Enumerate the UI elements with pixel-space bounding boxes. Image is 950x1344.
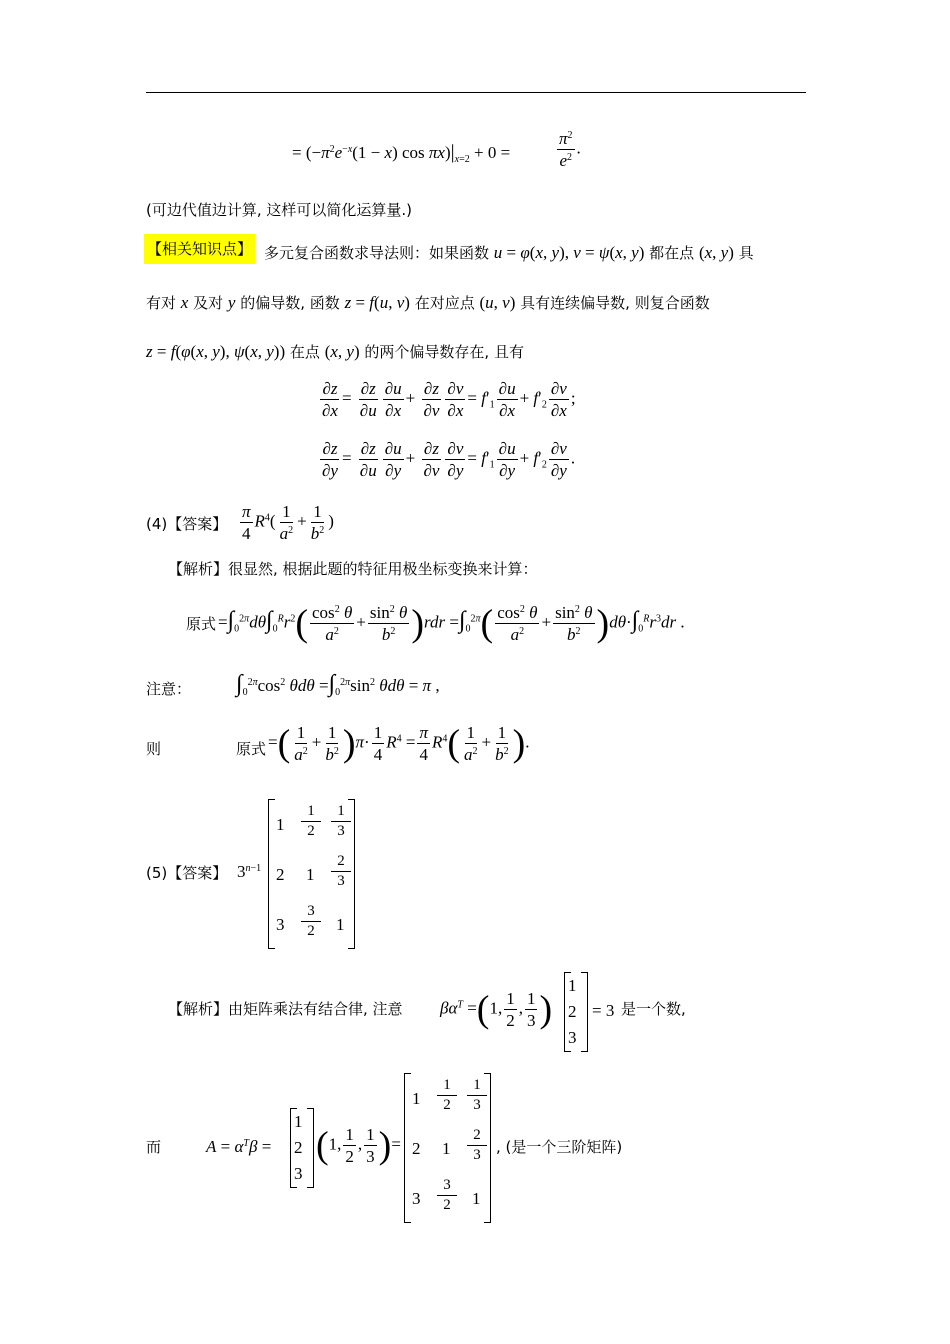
result-formula: =( $\frac{1}{a^2}$ + $\frac{1}{b^2}$ )π· $\frac{1}{4}$ $R^4$ = $\frac{\pi}{4}$ $R^4$( $\frac{1}{a^2}$ + $\frac{1}{b^2}$ ). — [268, 722, 530, 765]
q4-answer: $\frac{\pi}{4}$ $R^4$( $\frac{1}{a^2}$ + $\frac{1}{b^2}$ ) — [242, 502, 334, 543]
equals-three: = 3 — [592, 1001, 615, 1020]
q5-coef: $3^{n-1}$ — [237, 862, 262, 881]
knowledge-point-label: 【相关知识点】 — [144, 242, 255, 257]
q5-analysis: 【解析】由矩阵乘法有结合律, 注意 — [168, 1000, 403, 1018]
yuanshi-label-2: 原式 — [236, 740, 267, 758]
note-formula: $\int_0^{2\pi}\cos^2$ $\theta d\theta =\int_0^{2\pi}\sin^2$ θdθ = π , — [236, 671, 440, 698]
q4-analysis: 【解析】很显然, 根据此题的特征用极坐标变换来计算： — [168, 560, 538, 578]
q4-label: (4)【答案】 — [146, 515, 228, 533]
note-label: 注意： — [146, 680, 192, 698]
row-vector: (1, $\frac{1}{2}$ , $\frac{1}{3}$ )= — [316, 1124, 401, 1167]
yuanshi-label-1: 原式 — [186, 615, 217, 633]
q5-label: (5)【答案】 — [146, 864, 228, 882]
note-calc: (可边代值边计算, 这样可以简化运算量.) — [146, 201, 413, 219]
beta-alpha-formula: $\beta\alpha^T =(1$, $\frac{1}{2}$ , $\frac{1}{3}$ ) — [440, 988, 553, 1031]
partial-x-formula: $\frac{\partial z}{\partial x}$ = $\frac{\partial z}{\partial u}$ $\frac{\partial u}{\partial x}$ + $\frac{\partial z}{\partial v}$ $\frac{\partial v}{\partial x}$ = $f'_1$ $\frac{\partial u}{\partial x}$ + $f'_2$ $\frac{\partial v}{\partial x}$ ; — [322, 379, 576, 420]
kp-line-1: 多元复合函数求导法则：如果函数 u = φ(x, y), v = ψ(x, y) 都在点 (x, y) 具 — [264, 243, 754, 262]
then-label: 则 — [146, 740, 162, 758]
formula-line-1-frac: $\frac{\pi^2}{e^2}$ . — [559, 129, 581, 170]
q5-analysis-tail: 是一个数, — [621, 1000, 686, 1018]
kp-line-2: 有对 x 及对 y 的偏导数, 函数 z = f(u, v) 在对应点 (u, v) 具有连续偏导数, 则复合函数 — [146, 293, 710, 312]
formula-line-1: = ($-\pi^2e^{-x}(1 - x)$ $\cos \pi x)|_{x=2} + 0$ = — [292, 141, 511, 165]
kp-line-3: z = f(φ(x, y), ψ(x, y)) 在点 (x, y) 的两个偏导数存在, 且有 — [146, 342, 524, 361]
a-def: $A = \alpha^T\beta$ = — [206, 1137, 272, 1156]
er-label: 而 — [146, 1138, 162, 1156]
partial-y-formula: $\frac{\partial z}{\partial y}$ = $\frac{\partial z}{\partial u}$ $\frac{\partial u}{\partial y}$ + $\frac{\partial z}{\partial v}$ $\frac{\partial v}{\partial y}$ = $f'_1$ $\frac{\partial u}{\partial y}$ + $f'_2$ $\frac{\partial v}{\partial y}$ . — [322, 439, 576, 480]
header-rule — [146, 92, 806, 93]
tail-note: , (是一个三阶矩阵) — [496, 1138, 623, 1156]
integral-formula: $=\int_0^{2\pi}d\theta\int_0^Rr^2$( $\frac{\cos^2 \theta}{a^2}$ + $\frac{\sin^2 \theta}{b^2}$ )$rdr =\int_0^{2\pi}$( $\frac{\cos^2 \theta}{a^2}$ + $\frac{\sin^2 \theta}{b^2}$ )$d\theta\cdot\int_0^Rr^3dr$ . — [218, 602, 685, 645]
